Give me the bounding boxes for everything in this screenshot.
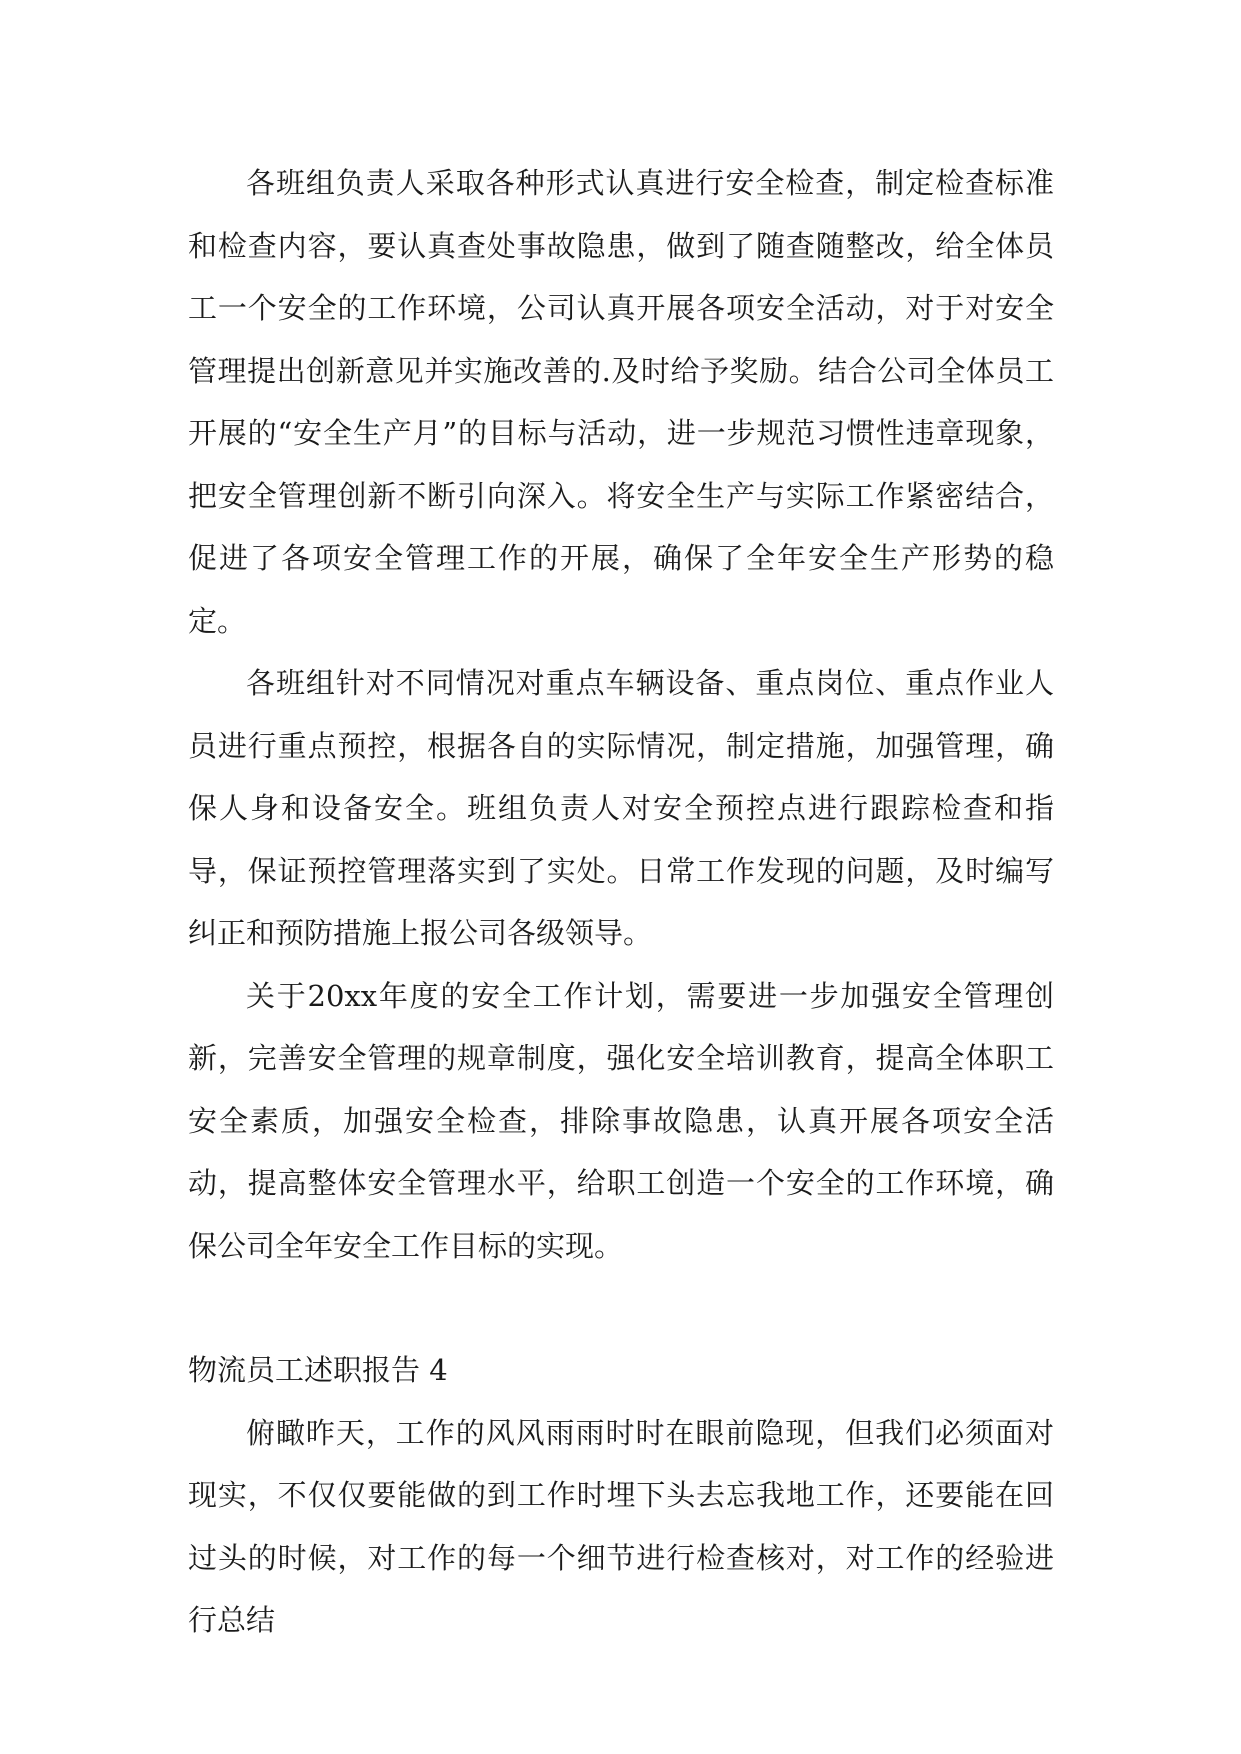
document-body — [188, 152, 1054, 1652]
paragraph-review: 俯瞰昨天，工作的风风雨雨时时在眼前隐现，但我们必须面对现实，不仅仅要能做的到工作时埋下头去忘我地工作，还要能在回过头的时候，对工作的每一个细节进行检查核对，对工作的经验进行总结 — [188, 1415, 1054, 1637]
paragraph-key-control: 各班组针对不同情况对重点车辆设备、重点岗位、重点作业人员进行重点预控，根据各自的实际情况，制定措施，加强管理，确保人身和设备安全。班组负责人对安全预控点进行跟踪检查和指导，保证预控管理落实到了实处。日常工作发现的问题，及时编写纠正和预防措施上报公司各级领导。 — [188, 666, 1054, 950]
section-title: 物流员工述职报告 4 — [188, 1353, 448, 1387]
paragraph-annual-plan: 关于20xx年度的安全工作计划，需要进一步加强安全管理创新，完善安全管理的规章制度，强化安全培训教育，提高全体职工安全素质，加强安全检查，排除事故隐患，认真开展各项安全活动，提高整体安全管理水平，给职工创造一个安全的工作环境，确保公司全年安全工作目标的实现。 — [188, 978, 1054, 1263]
paragraph-safety-inspection: 各班组负责人采取各种形式认真进行安全检查，制定检查标准和检查内容，要认真查处事故隐患，做到了随查随整改，给全体员工一个安全的工作环境，公司认真开展各项安全活动，对于对安全管理提出创新意见并实施改善的.及时给予奖励。结合公司全体员工开展的“安全生产月”的目标与活动，进一步规范习惯性违章现象，把安全管理创新不断引向深入。将安全生产与实际工作紧密结合，促进了各项安全管理工作的开展，确保了全年安全生产形势的稳定。 — [188, 166, 1054, 638]
